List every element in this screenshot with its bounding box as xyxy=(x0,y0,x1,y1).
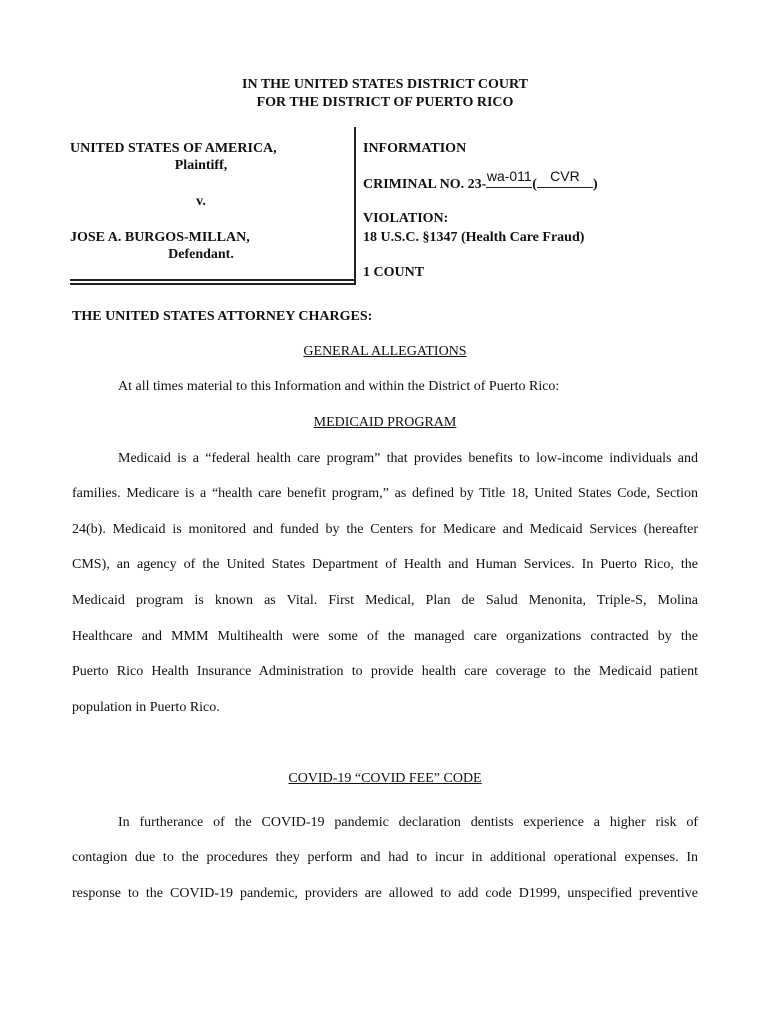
medicaid-paragraph-line: 24(b). Medicaid is monitored and funded by the Centers for Medicare and Medicaid Services (hereafter xyxy=(72,522,698,537)
general-allegations-heading: GENERAL ALLEGATIONS xyxy=(303,344,467,359)
violation-label: VIOLATION: xyxy=(363,211,449,226)
covid-paragraph-line: contagion due to the procedures they perform and had to incur in additional operational expenses. In xyxy=(72,850,698,865)
medicaid-paragraph-line: population in Puerto Rico. xyxy=(72,700,220,715)
medicaid-paragraph-line: Medicaid is a “federal health care program” that provides benefits to low-income individuals and xyxy=(118,451,698,466)
charges-heading: THE UNITED STATES ATTORNEY CHARGES: xyxy=(72,309,373,324)
criminal-number-prefix: CRIMINAL NO. 23- xyxy=(363,177,487,192)
medicaid-paragraph-line: Puerto Rico Health Insurance Administration to provide health care coverage to the Medicaid patient xyxy=(72,664,698,679)
criminal-number xyxy=(363,168,598,194)
document-type: INFORMATION xyxy=(363,141,467,156)
medicaid-paragraph-line: Healthcare and MMM Multihealth were some of the managed care organizations contracted by the xyxy=(72,629,698,644)
caption-versus: v. xyxy=(196,194,206,209)
count-label: 1 COUNT xyxy=(363,265,425,280)
caption-bottom-rule xyxy=(70,279,355,281)
close-paren: ) xyxy=(592,177,598,192)
covid-fee-heading: COVID-19 “COVID FEE” CODE xyxy=(288,771,482,786)
covid-paragraph-line: In furtherance of the COVID-19 pandemic declaration dentists experience a higher risk of xyxy=(118,815,698,830)
medicaid-program-heading: MEDICAID PROGRAM xyxy=(313,415,457,430)
judge-initials-blank xyxy=(537,168,593,188)
medicaid-paragraph-line: CMS), an agency of the United States Department of Health and Human Services. In Puerto Rico, the xyxy=(72,557,698,572)
judge-initials-handwritten: CVR xyxy=(550,168,580,184)
caption-vertical-rule xyxy=(354,127,356,285)
general-allegations-intro: At all times material to this Information and within the District of Puerto Rico: xyxy=(118,379,560,394)
violation-statute: 18 U.S.C. §1347 (Health Care Fraud) xyxy=(363,230,585,245)
caption-plaintiff-name: UNITED STATES OF AMERICA, xyxy=(70,141,277,156)
caption-defendant-role: Defendant. xyxy=(168,247,234,262)
caption-plaintiff-role: Plaintiff, xyxy=(174,158,228,173)
case-number-handwritten: wa-011 xyxy=(486,168,532,184)
medicaid-paragraph-line: families. Medicare is a “health care benefit program,” as defined by Title 18, United States Code, Section xyxy=(72,486,698,501)
medicaid-paragraph-line: Medicaid program is known as Vital. First Medical, Plan de Salud Menonita, Triple-S, Molina xyxy=(72,593,698,608)
covid-paragraph-line: response to the COVID-19 pandemic, providers are allowed to add code D1999, unspecified preventive xyxy=(72,886,698,901)
court-name-line1: IN THE UNITED STATES DISTRICT COURT xyxy=(242,77,528,92)
caption-defendant-name: JOSE A. BURGOS-MILLAN, xyxy=(70,230,250,245)
court-name-line2: FOR THE DISTRICT OF PUERTO RICO xyxy=(256,95,514,110)
case-number-blank xyxy=(486,168,532,188)
caption-bottom-rule-double xyxy=(70,283,355,285)
open-paren: ( xyxy=(532,177,537,192)
